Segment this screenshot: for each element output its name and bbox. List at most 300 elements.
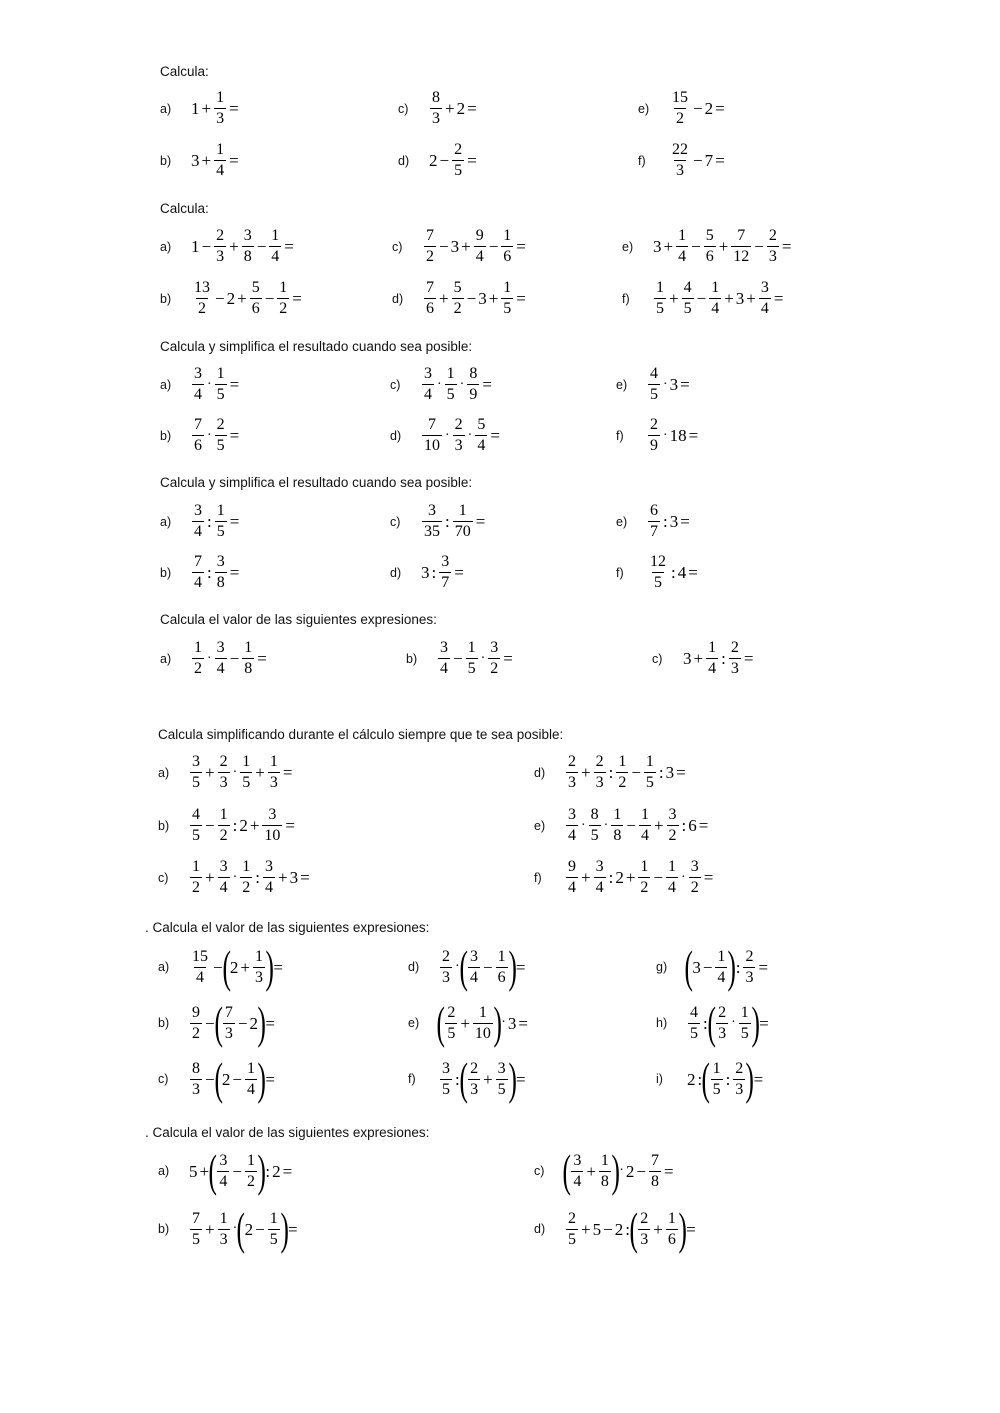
denominator: 6 — [705, 248, 714, 265]
math-expression — [188, 997, 276, 1048]
fraction — [192, 640, 204, 677]
operator: : — [232, 816, 238, 835]
exercise-label: f) — [616, 428, 624, 443]
fraction — [704, 228, 716, 265]
numerator: 1 — [255, 947, 264, 965]
math-expression — [682, 640, 754, 677]
fraction — [240, 859, 252, 896]
numerator: 3 — [265, 858, 273, 875]
numerator: 7 — [737, 227, 746, 244]
fraction — [250, 280, 262, 317]
fraction — [767, 228, 779, 265]
denominator: 4 — [194, 574, 202, 591]
denominator: 5 — [740, 1024, 749, 1042]
operator: : — [703, 1013, 708, 1033]
fraction — [245, 1153, 257, 1190]
denominator: 3 — [454, 437, 463, 454]
denominator: 2 — [279, 300, 288, 317]
operator: : — [431, 563, 437, 582]
parenthesis: ) — [508, 1053, 517, 1104]
exercise — [616, 366, 691, 403]
denominator: 4 — [678, 248, 687, 265]
number: 2 — [239, 816, 248, 835]
fraction — [616, 754, 628, 791]
number: 4 — [677, 563, 687, 582]
exercise-label: e) — [408, 1016, 420, 1030]
operator: − — [205, 1013, 215, 1033]
math-expression — [646, 366, 691, 403]
operator: + — [205, 1219, 215, 1239]
denominator: 35 — [424, 523, 440, 540]
operator: − — [453, 649, 463, 668]
operator: + — [581, 868, 591, 887]
fraction — [682, 280, 694, 317]
denominator: 10 — [474, 1024, 491, 1042]
operator: = — [518, 1013, 529, 1033]
operator: : — [608, 763, 614, 782]
math-expression — [646, 503, 691, 540]
numerator: 1 — [656, 279, 664, 296]
fraction — [648, 417, 660, 454]
exercise — [160, 417, 240, 454]
numerator: 2 — [216, 416, 225, 433]
numerator: 2 — [568, 753, 576, 770]
exercise — [158, 754, 293, 791]
denominator: 3 — [224, 1024, 233, 1042]
exercise-label: e) — [622, 239, 634, 254]
denominator: 2 — [194, 660, 202, 677]
number: 3 — [507, 1013, 517, 1033]
operator: · — [619, 1163, 624, 1178]
parenthesis: ) — [493, 997, 502, 1048]
operator: − — [256, 237, 267, 256]
fraction — [218, 1211, 230, 1248]
denominator: 6 — [251, 300, 260, 317]
numerator: 7 — [426, 279, 434, 296]
numerator: 3 — [219, 858, 228, 875]
fraction — [452, 142, 464, 179]
fraction — [501, 228, 513, 265]
math-expression — [190, 90, 240, 127]
section-1-heading: Calcula: — [160, 64, 209, 79]
denominator: 3 — [216, 248, 225, 265]
denominator: 3 — [718, 1024, 727, 1042]
operator: = — [715, 99, 725, 118]
numerator: 3 — [595, 858, 604, 875]
numerator: 1 — [216, 141, 225, 158]
numerator: 5 — [477, 416, 486, 433]
operator: = — [229, 512, 240, 531]
exercise-label: d) — [408, 960, 420, 974]
numerator: 1 — [711, 279, 720, 296]
number: 1 — [191, 237, 200, 256]
denominator: 3 — [192, 1080, 200, 1098]
exercise — [408, 1053, 527, 1104]
fraction — [715, 949, 727, 986]
numerator: 1 — [497, 947, 506, 965]
exercise-label: d) — [534, 765, 546, 780]
fraction — [638, 859, 650, 896]
denominator: 5 — [216, 386, 225, 403]
numerator: 3 — [760, 279, 769, 296]
operator: : — [625, 1219, 630, 1239]
fraction — [468, 1061, 480, 1098]
numerator: 3 — [470, 947, 478, 965]
denominator: 3 — [255, 968, 264, 986]
denominator: 4 — [219, 879, 228, 896]
exercise — [534, 1145, 675, 1196]
fraction — [594, 859, 606, 896]
numerator: 5 — [251, 279, 260, 296]
fraction — [649, 1153, 661, 1190]
denominator: 4 — [216, 162, 225, 179]
math-expression — [684, 941, 769, 992]
operator: : — [608, 868, 614, 887]
operator: = — [676, 763, 686, 782]
parenthesis: ( — [707, 997, 716, 1048]
operator: · — [663, 376, 668, 392]
fraction — [192, 280, 212, 317]
math-expression — [190, 280, 303, 317]
exercise — [622, 228, 792, 265]
fraction — [566, 754, 578, 791]
denominator: 2 — [198, 300, 206, 317]
number: 3 — [669, 375, 679, 394]
denominator: 9 — [469, 386, 478, 403]
operator: + — [625, 868, 636, 887]
fraction — [263, 859, 275, 896]
numerator: 3 — [490, 639, 499, 656]
denominator: 4 — [668, 879, 677, 896]
denominator: 5 — [242, 774, 251, 791]
numerator: 4 — [690, 1003, 698, 1021]
fraction — [422, 503, 442, 540]
exercise-label: f) — [622, 291, 630, 306]
denominator: 4 — [196, 968, 204, 986]
exercise — [622, 280, 784, 317]
numerator: 1 — [712, 1059, 721, 1077]
numerator: 3 — [497, 1059, 506, 1077]
fraction — [594, 754, 606, 791]
number: 2 — [272, 1161, 281, 1181]
denominator: 4 — [470, 968, 478, 986]
denominator: 5 — [712, 1080, 721, 1098]
numerator: 7 — [192, 1209, 200, 1227]
fraction — [190, 1005, 202, 1042]
denominator: 5 — [645, 774, 654, 791]
denominator: 12 — [733, 248, 750, 265]
operator: + — [229, 237, 239, 256]
exercise — [158, 1145, 293, 1196]
operator: = — [292, 289, 302, 308]
numerator: 7 — [651, 1151, 660, 1169]
parenthesis: ) — [751, 997, 760, 1048]
number: 2 — [625, 1161, 635, 1181]
number: 3 — [653, 237, 662, 256]
fraction — [670, 142, 690, 179]
denominator: 4 — [760, 300, 769, 317]
fraction — [676, 228, 688, 265]
operator: = — [516, 237, 526, 256]
number: 3 — [421, 563, 430, 582]
fraction — [215, 417, 227, 454]
fraction — [474, 228, 486, 265]
denominator: 5 — [650, 386, 658, 403]
denominator: 6 — [503, 248, 512, 265]
denominator: 4 — [573, 1172, 582, 1190]
exercise — [398, 142, 478, 179]
operator: = — [300, 868, 310, 887]
denominator: 4 — [194, 386, 202, 403]
operator: = — [282, 1161, 293, 1181]
denominator: 7 — [650, 523, 658, 540]
parenthesis: ( — [562, 1145, 571, 1196]
exercise-label: d) — [398, 153, 410, 168]
numerator: 1 — [740, 1003, 749, 1021]
denominator: 2 — [676, 110, 684, 127]
number: 3 — [289, 868, 299, 887]
numerator: 1 — [503, 279, 512, 296]
fraction — [654, 280, 666, 317]
operator: − — [201, 237, 212, 256]
math-expression — [422, 228, 527, 265]
math-expression — [438, 1053, 527, 1104]
exercise — [158, 1203, 299, 1254]
exercise-label: c) — [398, 101, 409, 116]
fraction — [566, 807, 578, 844]
exercise — [160, 366, 240, 403]
denominator: 4 — [568, 879, 576, 896]
exercise — [616, 503, 691, 540]
operator: − — [213, 957, 223, 977]
numerator: 1 — [600, 1151, 609, 1169]
operator: = — [773, 289, 784, 308]
numerator: 1 — [219, 1209, 228, 1227]
fraction — [242, 228, 254, 265]
fraction — [566, 1211, 578, 1248]
fraction — [424, 280, 436, 317]
math-expression — [686, 997, 770, 1048]
exercise — [160, 280, 303, 317]
operator: + — [724, 289, 734, 308]
section-5-heading: Calcula el valor de las siguientes expresiones: — [160, 612, 437, 627]
numerator: 4 — [192, 806, 200, 823]
numerator: 22 — [672, 141, 688, 158]
denominator: 2 — [690, 879, 699, 896]
parenthesis: ) — [257, 1053, 266, 1104]
operator: : — [697, 1069, 703, 1089]
numerator: 1 — [242, 858, 251, 875]
operator: + — [693, 649, 704, 668]
fraction — [453, 503, 473, 540]
denominator: 4 — [216, 660, 225, 677]
math-expression — [188, 1145, 293, 1196]
exercise-label: a) — [158, 1164, 170, 1178]
exercise — [534, 859, 714, 896]
denominator: 3 — [219, 774, 228, 791]
numerator: 1 — [446, 365, 455, 382]
numerator: 1 — [194, 639, 202, 656]
operator: = — [229, 375, 240, 394]
exercise — [158, 1053, 276, 1104]
math-expression — [564, 754, 687, 791]
exercise-label: d) — [534, 1222, 546, 1236]
denominator: 9 — [650, 437, 658, 454]
parenthesis: ( — [214, 1053, 223, 1104]
parenthesis: ) — [257, 997, 266, 1048]
numerator: 2 — [735, 1059, 744, 1077]
denominator: 4 — [708, 660, 717, 677]
exercise — [534, 807, 709, 844]
numerator: 1 — [271, 227, 280, 244]
denominator: 5 — [467, 660, 476, 677]
math-expression — [436, 997, 529, 1048]
math-expression — [438, 941, 527, 992]
fraction — [759, 280, 771, 317]
operator: − — [237, 1013, 248, 1033]
denominator: 4 — [595, 879, 604, 896]
math-expression — [562, 1145, 675, 1196]
operator: − — [232, 1069, 243, 1089]
parenthesis: ( — [459, 1053, 468, 1104]
exercise-label: d) — [390, 428, 402, 443]
operator: = — [715, 151, 725, 170]
denominator: 5 — [497, 1080, 506, 1098]
operator: = — [467, 99, 477, 118]
math-expression — [668, 142, 726, 179]
operator: − — [488, 237, 499, 256]
fraction — [192, 366, 204, 403]
numerator: 1 — [216, 365, 225, 382]
operator: = — [257, 649, 267, 668]
exercise-label: e) — [638, 101, 650, 116]
operator: · — [731, 1015, 736, 1030]
numerator: 1 — [678, 227, 687, 244]
exercise — [160, 90, 240, 127]
operator: · — [455, 959, 460, 974]
operator: + — [249, 816, 260, 835]
operator: : — [721, 649, 726, 668]
fraction — [218, 807, 230, 844]
math-expression — [188, 754, 293, 791]
fraction — [566, 859, 578, 896]
exercise — [616, 417, 699, 454]
operator: : — [207, 563, 212, 582]
numerator: 15 — [192, 947, 208, 965]
fraction — [445, 366, 457, 403]
operator: − — [205, 1069, 215, 1089]
parenthesis: ( — [459, 941, 468, 992]
parenthesis: ) — [727, 941, 737, 992]
operator: − — [702, 957, 713, 977]
operator: + — [653, 1219, 663, 1239]
fraction — [439, 554, 451, 591]
numerator: 1 — [247, 1151, 256, 1169]
parenthesis: ( — [701, 1053, 711, 1104]
exercise — [390, 554, 465, 591]
number: 6 — [688, 816, 697, 835]
denominator: 5 — [683, 300, 692, 317]
operator: = — [265, 1069, 275, 1089]
operator: = — [781, 237, 792, 256]
fraction — [215, 640, 227, 677]
denominator: 5 — [503, 300, 512, 317]
fraction — [468, 949, 480, 986]
numerator: 4 — [683, 279, 692, 296]
fraction — [190, 949, 210, 986]
numerator: 3 — [268, 806, 277, 823]
operator: − — [232, 1161, 243, 1181]
exercise — [160, 640, 268, 677]
math-expression — [668, 90, 726, 127]
exercise — [392, 280, 527, 317]
math-expression — [564, 1203, 697, 1254]
number: 3 — [669, 512, 679, 531]
operator: + — [461, 237, 471, 256]
exercise-label: a) — [160, 377, 172, 392]
numerator: 2 — [219, 753, 228, 770]
operator: : — [681, 816, 687, 835]
parenthesis: ( — [222, 941, 231, 992]
parenthesis: ) — [611, 1145, 620, 1196]
operator: = — [503, 649, 513, 668]
number: 3 — [735, 289, 745, 308]
parenthesis: ) — [745, 1053, 755, 1104]
number: 3 — [692, 957, 701, 977]
section-2-heading: Calcula: — [160, 201, 209, 216]
exercise — [160, 228, 295, 265]
exercise-label: c) — [534, 1164, 545, 1178]
operator: = — [759, 1013, 769, 1033]
fraction — [667, 807, 679, 844]
fraction — [215, 366, 227, 403]
numerator: 1 — [216, 89, 225, 106]
numerator: 1 — [279, 279, 288, 296]
denominator: 8 — [243, 248, 252, 265]
math-expression — [190, 228, 295, 265]
denominator: 5 — [192, 827, 200, 844]
fraction — [190, 1211, 202, 1248]
denominator: 4 — [219, 1172, 228, 1190]
denominator: 3 — [219, 1230, 228, 1248]
exercise-label: b) — [158, 1222, 170, 1236]
number: 2 — [229, 957, 239, 977]
operator: · — [467, 427, 473, 443]
numerator: 1 — [503, 227, 512, 244]
operator: + — [201, 151, 212, 170]
exercise — [408, 997, 529, 1048]
exercise-label: a) — [158, 960, 170, 974]
math-expression — [646, 417, 699, 454]
fraction — [215, 554, 227, 591]
operator: · — [437, 376, 442, 392]
denominator: 3 — [735, 1080, 744, 1098]
operator: + — [240, 957, 251, 977]
denominator: 4 — [475, 248, 484, 265]
numerator: 3 — [194, 502, 202, 519]
fraction — [589, 807, 601, 844]
denominator: 4 — [271, 248, 280, 265]
operator: = — [515, 957, 526, 977]
math-expression — [190, 417, 240, 454]
denominator: 3 — [745, 968, 754, 986]
fraction — [268, 754, 280, 791]
number: 5 — [189, 1161, 198, 1181]
number: 2 — [687, 1069, 696, 1089]
operator: : — [455, 1069, 460, 1089]
numerator: 3 — [690, 858, 699, 875]
denominator: 4 — [717, 968, 726, 986]
